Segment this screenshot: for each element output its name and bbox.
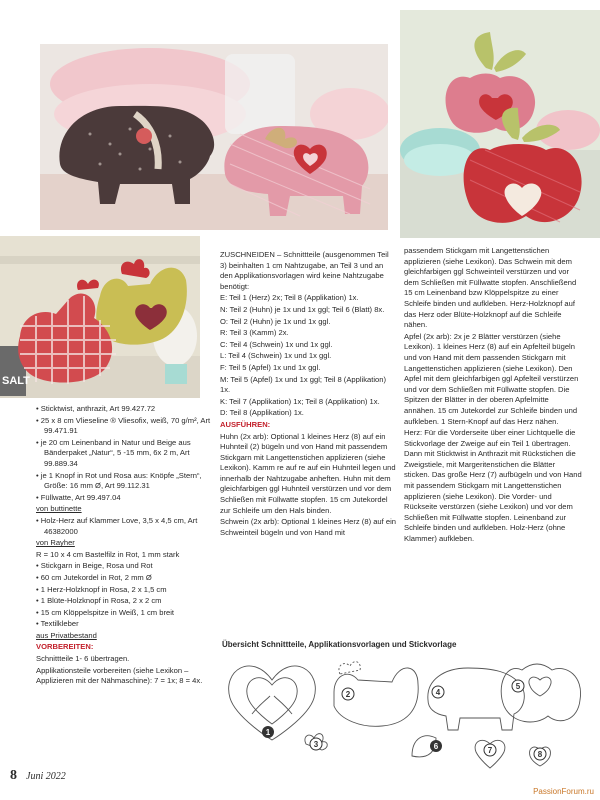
- cut-line: N: Teil 2 (Huhn) je 1x und 1x ggl; Teil 6 (Blatt) 8x.: [220, 304, 385, 314]
- prep-line: Schnittteile 1- 6 übertragen.: [36, 654, 130, 664]
- schwein-continuation: passendem Stickgarn mit Langettenstichen applizieren (siehe Lexikon). Das Schwein mit dem gleichfarbigen ggl Schweinteil verstürzen und vor dem Schließen mit Füllwatte stopfen. Anschließend 15 cm Leinenband bzw Klöppelspitze zu einer Schleife binden und aufkleben. Herz-Holzknopf auf das Herz oder Blüte-Holzknopf auf die Schleife nähen.: [404, 246, 577, 330]
- cut-line: E: Teil 1 (Herz) 2x; Teil 8 (Applikation) 1x.: [220, 293, 359, 303]
- cut-line: C: Teil 4 (Schwein) 1x und 1x ggl.: [220, 339, 333, 349]
- photo-pigs: [40, 44, 388, 230]
- material-item: • 1 Herz-Holzknopf in Rosa, 2 x 1,5 cm: [36, 584, 167, 594]
- pattern-apple-5: [501, 664, 580, 722]
- pattern-label: 6: [433, 742, 439, 751]
- pattern-label: 8: [537, 750, 543, 759]
- prep-heading: VORBEREITEN:: [36, 642, 94, 652]
- cut-line: D: Teil 8 (Applikation) 1x.: [220, 408, 304, 418]
- cut-line: K: Teil 7 (Applikation) 1x; Teil 8 (Applikation) 1x.: [220, 396, 380, 406]
- material-item: • 25 x 8 cm Vlieseline ® Vliesofix, weiß, 70 g/m², Art 99.471.91: [36, 415, 211, 436]
- photo-apples: [400, 10, 600, 238]
- schwein-paragraph: Schwein (2x arb): Optional 1 kleines Herz (8) auf ein Schweinteil bügeln und von Hand mit: [220, 517, 397, 537]
- pattern-label: 5: [515, 682, 521, 691]
- cut-line: R: Teil 3 (Kamm) 2x.: [220, 328, 289, 338]
- pattern-label: 2: [345, 690, 351, 699]
- material-item: • Textilkleber: [36, 619, 79, 629]
- huhn-paragraph: Huhn (2x arb): Optional 1 kleines Herz (8) auf ein Huhnteil (2) bügeln und von Hand mit passendem Stickgarn mit Langettenstichen applizieren (siehe Lexikon). Kamm re auf re auf ein Huhnteil legen und innerhalb der Nahtzugabe anheften. Huhn mit dem gleichfarbigen ggl Huhnteil verstürzen und vor dem Schließen mit Füllwatte stopfen. 15 cm Jutekordel zur Schleife um den Hals binden.: [220, 431, 396, 515]
- pattern-label: 1: [265, 728, 271, 737]
- prep-line: Applikationsteile vorbereiten (siehe Lexikon – Applizieren mit der Nähmaschine): 7 = 1x; 8 = 4x.: [36, 665, 203, 686]
- materials-column: [36, 404, 212, 688]
- page-number: 8: [10, 768, 17, 783]
- issue-date: Juni 2022: [26, 771, 66, 782]
- material-item: R = 10 x 4 cm Bastelfilz in Rot, 1 mm stark: [36, 549, 180, 559]
- material-item: • 15 cm Klöppelspitze in Weiß, 1 cm breit: [36, 607, 174, 617]
- cut-line: F: Teil 5 (Apfel) 1x und 1x ggl.: [220, 362, 321, 372]
- diagram-title: Übersicht Schnittteile, Applikationsvorlagen und Stickvorlage: [222, 640, 457, 649]
- pattern-label: 7: [487, 746, 493, 755]
- cut-line: O: Teil 2 (Huhn) je 1x und 1x ggl.: [220, 316, 331, 326]
- material-item: • je 1 Knopf in Rot und Rosa aus: Knöpfe „Stern“, Größe: 16 mm Ø, Art 99.112.31: [36, 470, 202, 491]
- material-item: • 60 cm Jutekordel in Rot, 2 mm Ø: [36, 572, 152, 582]
- supplier-label: aus Privatbestand: [36, 630, 97, 640]
- pattern-pig-4: [428, 668, 524, 730]
- pattern-label: 3: [313, 740, 319, 749]
- pattern-label: 4: [435, 688, 441, 697]
- cut-line: L: Teil 4 (Schwein) 1x und 1x ggl.: [220, 351, 332, 361]
- material-item: • Sticktwist, anthrazit, Art 99.427.72: [36, 404, 156, 413]
- pattern-overview: [222, 640, 582, 790]
- instructions-column: [220, 250, 396, 539]
- apfel-paragraph: Apfel (2x arb): 2x je 2 Blätter verstürzen (siehe Lexikon). 1 kleines Herz (8) auf ein Apfelteil bügeln und von Hand mit dem passenden Stickgarn mit Langettenstichen applizieren (siehe Lexikon). Den Apfel mit dem gleichfarbigen ggl Apfelteil verstürzen und vor dem Schließen mit Füllwatte stopfen. Die Spitzen der Blätter in der oberen Apfelmitte annähen. 15 cm Jutekordel zur Schleife binden und aufkleben. 1 Stern-Knopf auf das Herz nähen.: [404, 331, 579, 426]
- cut-line: M: Teil 5 (Apfel) 1x und 1x ggl; Teil 8 (Applikation) 1x.: [220, 374, 387, 395]
- finish-heading: AUSFÜHREN:: [220, 419, 271, 429]
- material-item: • Holz-Herz auf Klammer Love, 3,5 x 4,5 cm, Art 46382000: [36, 515, 198, 536]
- material-item: • Füllwatte, Art 99.497.04: [36, 492, 121, 502]
- herz-paragraph: Herz: Für die Vorderseite über einer Lichtquelle die Stickvorlage der Zweige auf ein Teil 1 übertragen. Dann mit Sticktwist in Anthrazit mit Rückstichen die Zweigstiele, mit Margeritenstichen die Blätter sticken. Das große Herz (7) aufbügeln und von Hand mit passendem Stickgarn mit Langettenstichen applizieren (siehe Lexikon). Die Vorder- und Rückseite verstürzen (siehe Lexikon) und vor dem Schließen mit Füllwatte stopfen. Leinenband zur Schleife binden und aufkleben. Holz-Herz (ohne Klammer) aufkleben.: [404, 428, 582, 544]
- right-column: [404, 246, 582, 546]
- material-item: • Stickgarn in Beige, Rosa und Rot: [36, 561, 153, 571]
- watermark: PassionForum.ru: [533, 787, 594, 796]
- supplier-label: von Rayher: [36, 538, 75, 548]
- supplier-label: von buttinette: [36, 504, 82, 514]
- salt-sign: SALT: [2, 375, 30, 387]
- cut-intro: ZUSCHNEIDEN – Schnittteile (ausgenommen Teil 3) beinhalten 1 cm Nahtzugabe, an Teil 3 und an den Applikationsvorlagen wird keine Nahtzugabe benötigt:: [220, 250, 389, 291]
- photo-chickens: [0, 236, 200, 398]
- material-item: • 1 Blüte-Holzknopf in Rosa, 2 x 2 cm: [36, 596, 162, 606]
- material-item: • je 20 cm Leinenband in Natur und Beige aus Bänderpaket „Natur“, 5 -15 mm, 6x 2 m, Art 99.889.34: [36, 437, 191, 468]
